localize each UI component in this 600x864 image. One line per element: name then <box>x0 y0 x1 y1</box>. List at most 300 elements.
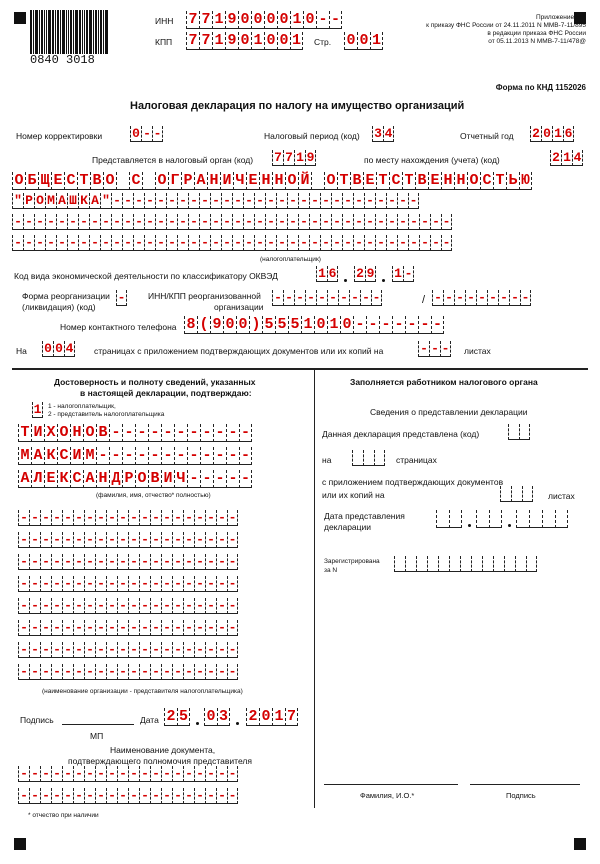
char-cell: О <box>285 172 298 190</box>
char-cell: Н <box>96 470 109 488</box>
char-cell: - <box>228 532 237 547</box>
char-cell: - <box>117 290 126 305</box>
char-cell: - <box>128 642 139 658</box>
reorg-inn-field[interactable] <box>272 290 382 306</box>
char-cell: Е <box>51 172 64 190</box>
okved-dot <box>344 279 347 282</box>
char-cell: - <box>40 532 51 548</box>
char-cell: 7 <box>272 150 283 166</box>
location-field[interactable] <box>550 150 583 166</box>
char-cell: Н <box>70 424 83 442</box>
date-dot <box>236 722 239 725</box>
char-cell: - <box>194 532 205 548</box>
signature-label: Подпись <box>20 715 54 725</box>
char-cell: - <box>106 554 117 570</box>
char-cell: - <box>386 214 397 230</box>
char-cell: - <box>353 235 364 251</box>
char-cell: - <box>95 766 106 782</box>
char-cell: - <box>73 642 84 658</box>
reorg-form-label: (ликвидация) (код) <box>22 302 96 312</box>
char-cell: К <box>78 193 89 209</box>
char-cell: Д <box>109 470 122 488</box>
corner-marker <box>14 12 26 24</box>
char-cell: - <box>161 642 172 658</box>
char-cell: - <box>183 620 194 636</box>
char-cell: - <box>12 235 23 251</box>
org-name-line-2[interactable] <box>12 193 419 209</box>
char-cell: 2 <box>530 126 541 142</box>
char-cell <box>116 172 129 190</box>
char-cell: - <box>200 470 213 488</box>
char-cell: 1 <box>251 32 264 50</box>
char-cell: - <box>305 290 316 306</box>
char-cell: - <box>18 642 29 658</box>
char-cell: К <box>57 470 70 488</box>
char-cell: - <box>23 214 34 230</box>
char-cell: - <box>67 235 78 251</box>
char-cell: - <box>441 341 450 356</box>
char-cell: А <box>89 193 100 209</box>
char-cell: - <box>141 126 152 142</box>
column-divider <box>314 370 315 808</box>
char-cell: - <box>67 214 78 230</box>
char-cell: - <box>122 193 133 209</box>
char-cell: 0 <box>303 11 316 29</box>
char-cell: - <box>216 788 227 804</box>
tax-signature-line[interactable] <box>470 784 580 785</box>
char-cell: Ч <box>174 470 187 488</box>
char-cell <box>493 556 504 572</box>
fio-caption: (фамилия, имя, отчество* полностью) <box>96 492 211 499</box>
char-cell: Е <box>44 470 57 488</box>
okved-part-2[interactable] <box>354 266 376 282</box>
char-cell: Т <box>337 172 350 190</box>
char-cell: - <box>353 316 366 334</box>
okved-dot <box>382 279 385 282</box>
char-cell: 2 <box>354 266 365 282</box>
surname-field[interactable] <box>18 424 252 442</box>
inn-label: ИНН <box>155 16 174 26</box>
tax-period-field[interactable] <box>372 126 394 142</box>
char-cell: - <box>89 235 100 251</box>
char-cell: - <box>106 788 117 804</box>
char-cell: - <box>95 576 106 592</box>
char-cell: - <box>106 510 117 526</box>
char-cell: - <box>342 235 353 251</box>
char-cell: - <box>161 598 172 614</box>
char-cell: - <box>174 447 187 465</box>
char-cell: - <box>18 510 29 526</box>
char-cell: ) <box>249 316 262 334</box>
rep-line[interactable] <box>18 642 238 658</box>
char-cell: - <box>397 193 408 209</box>
char-cell: 1 <box>212 11 225 29</box>
char-cell: - <box>161 576 172 592</box>
char-cell: - <box>139 664 150 680</box>
form-code: Форма по КНД 1152026 <box>495 83 586 92</box>
authority-field[interactable] <box>272 150 316 166</box>
submit-date-day[interactable] <box>436 510 462 528</box>
char-cell: - <box>40 598 51 614</box>
char-cell: - <box>128 766 139 782</box>
char-cell: - <box>205 554 216 570</box>
tax-office-title: Заполняется работником налогового органа <box>350 377 538 387</box>
kpp-field[interactable] <box>186 32 303 50</box>
rep-line[interactable] <box>18 576 238 592</box>
char-cell: - <box>51 554 62 570</box>
char-cell: - <box>331 235 342 251</box>
char-cell: - <box>95 532 106 548</box>
reorg-form-field[interactable] <box>116 290 127 306</box>
signer-option: 1 - налогоплательщик, <box>48 403 116 410</box>
char-cell: - <box>139 576 150 592</box>
char-cell: - <box>109 424 122 442</box>
char-cell: - <box>161 510 172 526</box>
char-cell: - <box>161 620 172 636</box>
char-cell: В <box>350 172 363 190</box>
char-cell: - <box>122 235 133 251</box>
char-cell: 1 <box>327 316 340 334</box>
char-cell: О <box>155 172 168 190</box>
char-cell: - <box>228 766 237 781</box>
char-cell: М <box>18 447 31 465</box>
char-cell: - <box>117 554 128 570</box>
char-cell: - <box>349 290 360 306</box>
date-dot <box>468 524 471 527</box>
char-cell: - <box>276 235 287 251</box>
char-cell: - <box>148 424 161 442</box>
char-cell: - <box>205 642 216 658</box>
char-cell: Р <box>181 172 194 190</box>
char-cell: - <box>150 576 161 592</box>
char-cell: - <box>386 235 397 251</box>
char-cell: 0 <box>236 316 249 334</box>
char-cell: - <box>51 620 62 636</box>
char-cell: 0 <box>357 32 370 50</box>
char-cell: - <box>487 290 498 306</box>
char-cell <box>529 510 542 528</box>
patronymic-field[interactable] <box>18 470 252 488</box>
registered-number-field[interactable] <box>394 556 537 572</box>
char-cell: - <box>150 554 161 570</box>
org-name-line-1[interactable] <box>12 172 532 190</box>
char-cell: - <box>62 598 73 614</box>
okved-part-1[interactable] <box>316 266 338 282</box>
char-cell: - <box>51 532 62 548</box>
barcode <box>30 10 120 54</box>
char-cell: - <box>29 620 40 636</box>
org-name-line-3[interactable] <box>12 214 452 230</box>
char-cell: - <box>84 620 95 636</box>
char-cell: - <box>316 290 327 306</box>
submitted-code-field[interactable] <box>508 424 530 440</box>
rep-line[interactable] <box>18 532 238 548</box>
char-cell: 9 <box>306 150 315 165</box>
char-cell: А <box>194 172 207 190</box>
date-month-field[interactable] <box>204 708 230 726</box>
phone-field[interactable] <box>184 316 444 334</box>
char-cell: - <box>194 576 205 592</box>
char-cell: - <box>133 235 144 251</box>
char-cell: А <box>56 193 67 209</box>
date-day-field[interactable] <box>164 708 190 726</box>
signer-option: 2 - представитель налогоплательщика <box>48 411 165 418</box>
submit-date-month[interactable] <box>476 510 502 528</box>
char-cell: - <box>404 266 413 281</box>
char-cell: - <box>84 510 95 526</box>
char-cell: - <box>187 470 200 488</box>
tax-sheets-label: листах <box>548 491 575 501</box>
char-cell: Т <box>77 172 90 190</box>
char-cell: 9 <box>225 32 238 50</box>
char-cell <box>363 450 374 466</box>
char-cell: 1 <box>392 266 403 282</box>
char-cell: - <box>364 214 375 230</box>
char-cell: - <box>95 788 106 804</box>
char-cell: - <box>177 193 188 209</box>
char-cell: - <box>29 788 40 804</box>
char-cell: Е <box>428 172 441 190</box>
char-cell: - <box>232 193 243 209</box>
char-cell: - <box>106 576 117 592</box>
char-cell <box>489 510 502 528</box>
char-cell: Р <box>23 193 34 209</box>
char-cell <box>438 556 449 572</box>
char-cell: Т <box>493 172 506 190</box>
rep-caption: (наименование организации - представителя налогоплательщика) <box>42 688 243 695</box>
char-cell: - <box>40 620 51 636</box>
signer-code-field[interactable] <box>32 402 43 418</box>
char-cell: - <box>111 235 122 251</box>
rep-line[interactable] <box>18 510 238 526</box>
char-cell <box>436 510 449 528</box>
char-cell: О <box>324 172 337 190</box>
char-cell: 0 <box>277 32 290 50</box>
tax-pages-label: страницах <box>396 455 437 465</box>
char-cell: - <box>29 510 40 526</box>
char-cell: - <box>221 214 232 230</box>
char-cell: - <box>122 214 133 230</box>
char-cell <box>374 450 385 466</box>
char-cell: - <box>45 235 56 251</box>
char-cell: - <box>379 316 392 334</box>
char-cell: 0 <box>277 11 290 29</box>
char-cell: - <box>117 532 128 548</box>
char-cell: 7 <box>283 150 294 166</box>
pages-copies-field[interactable] <box>418 341 451 357</box>
char-cell <box>394 556 405 572</box>
date-year-field[interactable] <box>246 708 298 726</box>
char-cell: - <box>386 193 397 209</box>
char-cell: - <box>199 235 210 251</box>
char-cell: 0 <box>204 708 217 726</box>
char-cell: - <box>183 554 194 570</box>
char-cell: - <box>12 214 23 230</box>
char-cell: - <box>172 510 183 526</box>
char-cell: - <box>205 576 216 592</box>
confirm-title: Достоверность и полноту сведений, указанных <box>54 377 256 387</box>
char-cell <box>427 556 438 572</box>
inn-field[interactable] <box>186 11 342 29</box>
char-cell: О <box>135 470 148 488</box>
char-cell: - <box>150 788 161 804</box>
char-cell: - <box>144 214 155 230</box>
stamp-label: МП <box>90 731 104 741</box>
char-cell: - <box>521 290 530 305</box>
char-cell: - <box>216 510 227 526</box>
char-cell: - <box>243 214 254 230</box>
date-dot <box>508 524 511 527</box>
org-name-line-4[interactable] <box>12 235 452 251</box>
submitted-label: Данная декларация представлена (код) <box>322 429 480 439</box>
char-cell: И <box>161 470 174 488</box>
char-cell: О <box>57 424 70 442</box>
char-cell: - <box>122 424 135 442</box>
appendix-line: от 05.11.2013 N ММВ-7-11/478@ <box>488 38 586 45</box>
submit-date-year[interactable] <box>516 510 568 528</box>
rep-line[interactable] <box>18 598 238 614</box>
doc-label: Наименование документа, <box>110 745 216 755</box>
char-cell: - <box>272 290 283 306</box>
char-cell: - <box>62 788 73 804</box>
char-cell: - <box>194 554 205 570</box>
char-cell: 5 <box>288 316 301 334</box>
phone-label: Номер контактного телефона <box>60 322 177 332</box>
char-cell: - <box>364 193 375 209</box>
char-cell: Й <box>298 172 311 190</box>
char-cell: - <box>51 576 62 592</box>
char-cell: - <box>331 193 342 209</box>
char-cell: - <box>84 766 95 782</box>
fio-line[interactable] <box>324 784 458 785</box>
char-cell: - <box>172 788 183 804</box>
char-cell: - <box>18 598 29 614</box>
okved-part-3[interactable] <box>392 266 414 282</box>
char-cell: - <box>139 788 150 804</box>
doc-line[interactable] <box>18 788 238 804</box>
char-cell: - <box>200 447 213 465</box>
tax-pages-field[interactable] <box>352 450 385 466</box>
char-cell: - <box>419 235 430 251</box>
char-cell: - <box>454 290 465 306</box>
char-cell: - <box>316 11 329 29</box>
char-cell: - <box>150 510 161 526</box>
char-cell: - <box>187 424 200 442</box>
char-cell: - <box>276 193 287 209</box>
char-cell: В <box>415 172 428 190</box>
char-cell: - <box>135 447 148 465</box>
char-cell: - <box>29 664 40 680</box>
char-cell: 6 <box>328 266 337 281</box>
char-cell: - <box>106 620 117 636</box>
char-cell: - <box>375 214 386 230</box>
char-cell: - <box>188 214 199 230</box>
registered-label: Зарегистрирована <box>324 558 380 565</box>
char-cell: - <box>100 214 111 230</box>
char-cell: - <box>40 576 51 592</box>
char-cell: 5 <box>178 708 188 725</box>
rep-line[interactable] <box>18 664 238 680</box>
char-cell: - <box>366 316 379 334</box>
char-cell: - <box>210 235 221 251</box>
char-cell: - <box>194 510 205 526</box>
char-cell: А <box>18 470 31 488</box>
char-cell: 1 <box>294 150 305 166</box>
appendix-line: к приказу ФНС России от 24.11.2011 N ММВ-7-11/895 <box>426 22 586 29</box>
char-cell: - <box>95 642 106 658</box>
char-cell: - <box>62 576 73 592</box>
section-divider <box>12 368 588 370</box>
char-cell: - <box>408 214 419 230</box>
char-cell: - <box>133 193 144 209</box>
char-cell: В <box>90 172 103 190</box>
doc-label: подтверждающего полномочия представителя <box>68 756 252 766</box>
doc-line[interactable] <box>18 766 238 782</box>
char-cell: О <box>467 172 480 190</box>
char-cell: - <box>177 235 188 251</box>
tax-office-subtitle: Сведения о представлении декларации <box>370 407 528 417</box>
char-cell: - <box>161 532 172 548</box>
char-cell: " <box>12 193 23 209</box>
char-cell: - <box>254 214 265 230</box>
rep-line[interactable] <box>18 620 238 636</box>
char-cell: - <box>148 447 161 465</box>
char-cell: Н <box>441 172 454 190</box>
char-cell: - <box>205 766 216 782</box>
char-cell: - <box>117 620 128 636</box>
reorg-form-label: Форма реорганизации <box>22 291 110 301</box>
char-cell: - <box>155 235 166 251</box>
char-cell: 0 <box>314 316 327 334</box>
char-cell: - <box>509 290 520 306</box>
char-cell: - <box>216 554 227 570</box>
correction-field[interactable] <box>130 126 163 142</box>
char-cell: - <box>128 554 139 570</box>
doc-title: Налоговая декларация по налогу на имущество организаций <box>130 100 465 112</box>
report-year-field[interactable] <box>530 126 574 142</box>
reorg-kpp-field[interactable] <box>432 290 531 306</box>
char-cell: - <box>265 214 276 230</box>
char-cell: - <box>144 193 155 209</box>
char-cell: 9 <box>225 11 238 29</box>
char-cell: - <box>221 193 232 209</box>
char-cell: - <box>117 510 128 526</box>
name-field[interactable] <box>18 447 252 465</box>
char-cell: 1 <box>212 32 225 50</box>
char-cell <box>526 556 537 572</box>
signature-line[interactable] <box>62 724 134 725</box>
page-label: Стр. <box>314 37 332 47</box>
char-cell: Б <box>25 172 38 190</box>
char-cell: - <box>18 788 29 804</box>
char-cell: 3 <box>218 708 228 725</box>
page-field[interactable] <box>344 32 383 50</box>
char-cell: - <box>228 620 237 635</box>
char-cell: 4 <box>384 126 393 141</box>
char-cell: - <box>364 235 375 251</box>
char-cell: - <box>309 193 320 209</box>
char-cell: - <box>228 642 237 657</box>
pages-count-field[interactable] <box>42 341 75 357</box>
char-cell: - <box>375 193 386 209</box>
char-cell: - <box>62 510 73 526</box>
char-cell: - <box>199 193 210 209</box>
rep-line[interactable] <box>18 554 238 570</box>
char-cell: - <box>199 214 210 230</box>
char-cell: - <box>122 447 135 465</box>
tax-sheets-field[interactable] <box>500 486 533 502</box>
char-cell: - <box>40 554 51 570</box>
